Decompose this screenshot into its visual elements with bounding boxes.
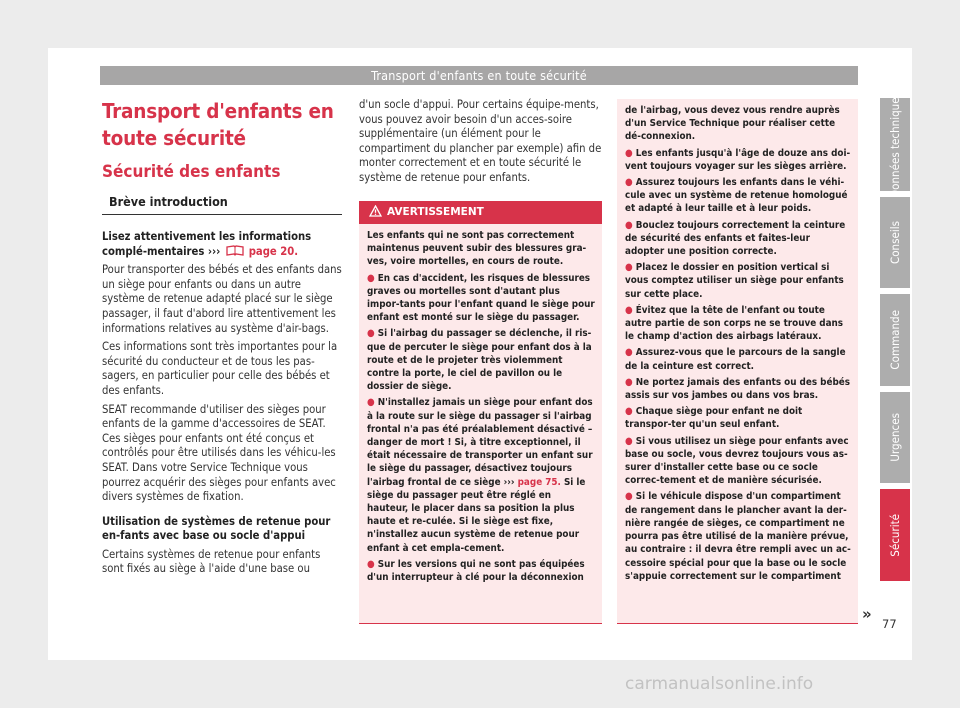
bullet-icon: ● — [625, 406, 636, 418]
warning-bullet-text: N'installez jamais un siège pour enfant dos à la route sur le siège du passager si l'airbag frontal n'a pas été préalablement désactivé – danger de mort ! Si, à titre exceptionnel, il était nécessaire de transporter un enfant sur le siège du passager, désactivez toujours l'airbag frontal de ce siège ››› — [367, 397, 593, 488]
warning-bullet-text: Sur les versions qui ne sont pas équipées d'un interrupteur à clé pour la déconnexion — [367, 558, 585, 584]
warning-bullet — [367, 558, 595, 584]
warning-bullet — [367, 396, 595, 554]
bullet-icon: ● — [625, 177, 636, 189]
bullet-icon: ● — [625, 347, 636, 359]
tab-label: Commande — [888, 310, 902, 370]
bullet-icon: ● — [625, 262, 636, 274]
middle-column — [359, 98, 602, 186]
tab-urgences[interactable] — [880, 392, 910, 483]
bullet-icon: ● — [625, 304, 636, 316]
warning-bullet-text: Chaque siège pour enfant ne doit transpor-ter qu'un seul enfant. — [625, 406, 803, 431]
warning-bullet — [625, 376, 851, 402]
bullet-icon: ● — [625, 376, 636, 388]
watermark: carmanualsonline.info — [625, 674, 814, 694]
warning-bullet — [367, 272, 595, 325]
warning-bullet — [625, 147, 851, 173]
warning-bullet — [625, 261, 851, 301]
warning-bullet-text: Si le siège du passager peut être réglé en hauteur, le placer dans sa position la plus haute et re-culée. Si le siège est fixe, n'installez aucun système de retenue pour enfant à cet empla-cement. — [367, 476, 586, 554]
warning-box-continued — [617, 99, 858, 624]
warning-bullet — [625, 219, 851, 259]
bullet-icon: ● — [625, 147, 636, 159]
warning-bullet-text: Placez le dossier en position vertical si vous comptez utiliser un siège pour enfants sur cette place. — [625, 262, 844, 300]
paragraph-1: Pour transporter des bébés et des enfants dans un siège pour enfants ou dans un autre système de retenue adapté placé sur le siège passager, il faut d'abord lire attentivement les informations relatives au système d'air-bags. — [102, 263, 342, 335]
warning-bullet — [625, 405, 851, 431]
intro-paragraph — [102, 230, 342, 259]
warning-bullet — [625, 435, 851, 488]
intro-page-link[interactable]: page 20. — [248, 244, 299, 258]
warning-bullet — [625, 346, 851, 372]
warning-bullet-text: Si le véhicule dispose d'un compartiment de rangement dans le plancher avant la der-nière rangée de sièges, ce compartiment ne pourra pas être utilisé de la manière prévue, au contraire : il devra être rempli avec un ac-cessoire spécial pour que la base ou le socle s'appuie correctement sur le compartiment — [625, 491, 851, 582]
bullet-icon: ● — [367, 558, 378, 570]
chapter-subtitle: Sécurité des enfants — [102, 162, 281, 182]
warning-bullet-text: Si l'airbag du passager se déclenche, il ris-que de percuter le siège pour enfant dos à la route et de le projeter très violemment contre la porte, le ciel de pavillon ou le dossier de siège. — [367, 328, 592, 393]
warning-page-link[interactable]: page 75. — [517, 476, 561, 488]
book-icon — [226, 245, 244, 256]
bullet-icon: ● — [367, 397, 378, 409]
paragraph-2: Ces informations sont très importantes pour la sécurité du conducteur et de tous les pas-sagers, en particulier pour celle des bébés et des enfants. — [102, 340, 338, 397]
warning-box — [359, 201, 602, 624]
warning-continued-text: de l'airbag, vous devez vous rendre auprès d'un Service Technique pour réaliser cette dé-connexion. — [625, 105, 840, 143]
tab-label: Urgences — [888, 413, 902, 462]
intro-bold-text: Lisez attentivement les informations complé-mentaires ››› — [102, 230, 312, 258]
page-number: 77 — [882, 617, 897, 631]
warning-bullet — [367, 327, 595, 393]
warning-triangle-icon — [369, 205, 382, 217]
paragraph-continued: d'un socle d'appui. Pour certains équipe-ments, vous pouvez avoir besoin d'un acces-soire supplémentaire (un élément pour le compartiment du plancher par exemple) afin de monter correctement et en toute sécurité le système de retenue pour enfants. — [359, 98, 602, 184]
bullet-icon: ● — [367, 328, 378, 340]
warning-bullet-text: Les enfants jusqu'à l'âge de douze ans doi-vent toujours voyager sur les sièges arrière. — [625, 147, 851, 172]
tab-label: Sécurité — [888, 513, 902, 557]
bullet-icon: ● — [625, 219, 636, 231]
subheading: Utilisation de systèmes de retenue pour en-fants avec base ou socle d'appui — [102, 514, 331, 543]
page-title: Transport d'enfants en toute sécurité — [102, 99, 334, 150]
tab-donnees-techniques[interactable] — [880, 91, 910, 198]
tab-conseils[interactable] — [880, 197, 910, 288]
continue-chevron-icon: » — [862, 605, 872, 623]
warning-bullet-text: Assurez toujours les enfants dans le véhi-cule avec un système de retenue homologué et adapté à leur taille et à leur poids. — [625, 177, 848, 215]
warning-bullet-text: Évitez que la tête de l'enfant ou toute autre partie de son corps ne se trouve dans le champ d'action des airbags latéraux. — [625, 304, 844, 343]
bullet-icon: ● — [625, 435, 636, 447]
left-column — [102, 98, 342, 577]
running-header: Transport d'enfants en toute sécurité — [100, 66, 858, 85]
section-heading-wrap — [102, 194, 342, 215]
tab-securite[interactable] — [880, 489, 910, 581]
warning-bullet — [625, 490, 851, 582]
warning-bullet-text: Assurez-vous que le parcours de la sangle de la ceinture est correct. — [625, 347, 846, 372]
tab-commande[interactable] — [880, 294, 910, 386]
warning-bullet-text: Bouclez toujours correctement la ceinture de sécurité des enfants et faites-leur adopter une position correcte. — [625, 219, 846, 258]
paragraph-4: Certains systèmes de retenue pour enfants sont fixés au siège à l'aide d'une base ou — [102, 547, 321, 576]
bullet-icon: ● — [625, 491, 636, 503]
warning-body-continued — [617, 99, 858, 583]
warning-bullet-text: Ne portez jamais des enfants ou des bébés assis sur vos jambes ou dans vos bras. — [625, 376, 850, 402]
warning-intro: Les enfants qui ne sont pas correctement maintenus peuvent subir des blessures gra-ves, voire mortelles, en cours de route. — [367, 230, 587, 268]
warning-label: AVERTISSEMENT — [387, 206, 484, 218]
warning-bullet — [625, 304, 851, 344]
warning-bullet — [625, 176, 851, 216]
warning-bullet-text: En cas d'accident, les risques de blessures graves ou mortelles sont d'autant plus impor-tants pour l'enfant quand le siège pour enfant est monté sur le siège du passager. — [367, 272, 595, 324]
warning-header — [359, 201, 602, 224]
section-heading: Brève introduction — [109, 194, 228, 209]
paragraph-3: SEAT recommande d'utiliser des sièges pour enfants de la gamme d'accessoires de SEAT. Ces sièges pour enfants ont été conçus et contrôlés pour être utilisés dans les véhicu-les SEAT. Dans votre Service Technique vous pourrez acquérir des sièges pour enfants avec divers systèmes de fixation. — [102, 402, 336, 504]
tab-label: Données techniques — [888, 91, 902, 198]
tab-label: Conseils — [888, 220, 902, 264]
warning-body — [359, 224, 602, 584]
warning-bullet-text: Si vous utilisez un siège pour enfants avec base ou socle, vous devrez toujours vous as-surer d'installer cette base ou ce socle correc-tement et de manière sécurisée. — [625, 435, 849, 487]
bullet-icon: ● — [367, 272, 378, 284]
